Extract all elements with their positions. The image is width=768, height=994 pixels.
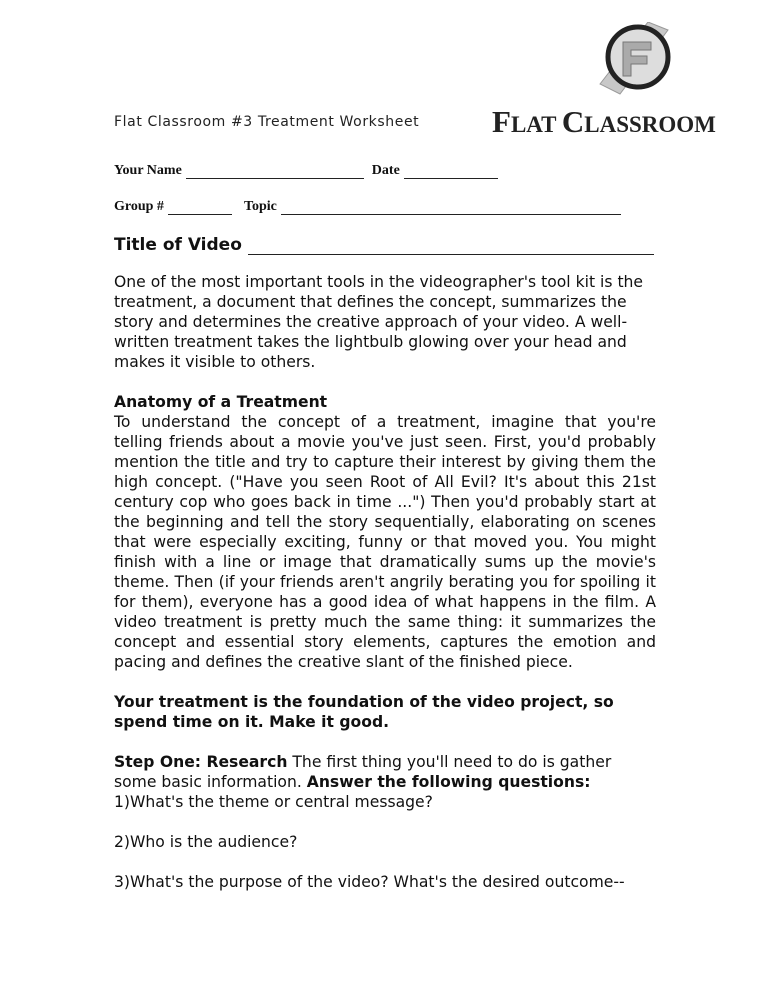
document-body — [114, 272, 656, 912]
step-one-heading: Step One: Research — [114, 753, 288, 771]
name-label: Your Name — [114, 163, 182, 178]
video-title-row — [114, 235, 658, 255]
name-date-row — [114, 163, 502, 179]
name-field[interactable] — [186, 164, 364, 179]
date-label: Date — [371, 163, 400, 178]
step-one-instruction: Answer the following questions: — [306, 773, 591, 791]
anatomy-heading: Anatomy of a Treatment — [114, 393, 328, 411]
anatomy-text: To understand the concept of a treatment, imagine that you're telling friends about a movie you've just seen. First, you'd probably mention the title and try to capture their interest by giving them the high concept. ("Have you seen Root of All Evil? It's about this 21st century cop who goes back in time ...") Then you'd probably start at the beginning and tell the story sequentially, elaborating on scenes that were especially exciting, funny or that moved you. You might finish with a line or image that dramatically sums up the movie's theme. Then (if your friends aren't angrily berating you for spoiling it for them), everyone has a good idea of what happens in the film. A video treatment is pretty much the same thing: it summarizes the concept and essential story elements, captures the emotion and pacing and defines the creative slant of the finished piece. — [114, 413, 656, 671]
anatomy-section — [114, 392, 656, 672]
step-one-section — [114, 752, 656, 792]
video-title-field[interactable] — [248, 238, 654, 255]
document-title: Flat Classroom #3 Treatment Worksheet — [114, 114, 420, 130]
question-2: 2)Who is the audience? — [114, 833, 298, 851]
question-1: 1)What's the theme or central message? — [114, 793, 433, 811]
video-title-label: Title of Video — [114, 235, 242, 255]
step-one-text: The first thing you'll need to do is gather some basic information. — [114, 753, 612, 791]
question-3: 3)What's the purpose of the video? What's the desired outcome-- — [114, 873, 625, 891]
date-field[interactable] — [404, 164, 498, 179]
group-topic-row — [114, 199, 625, 215]
emphasis-paragraph — [114, 692, 656, 732]
globe-logo-icon — [488, 22, 748, 102]
topic-label: Topic — [243, 199, 277, 214]
group-label: Group # — [114, 199, 164, 214]
group-field[interactable] — [168, 200, 232, 215]
intro-paragraph: One of the most important tools in the videographer's tool kit is the treatment, a document that defines the concept, summarizes the story and determines the creative approach of your video. A well-written treatment takes the lightbulb glowing over your head and makes it visible to others. — [114, 273, 644, 371]
emphasis-text: Your treatment is the foundation of the video project, so spend time on it. Make it good. — [114, 693, 614, 731]
topic-field[interactable] — [281, 200, 621, 215]
logo-wordmark: FLAT CLASSROOM — [492, 104, 716, 139]
